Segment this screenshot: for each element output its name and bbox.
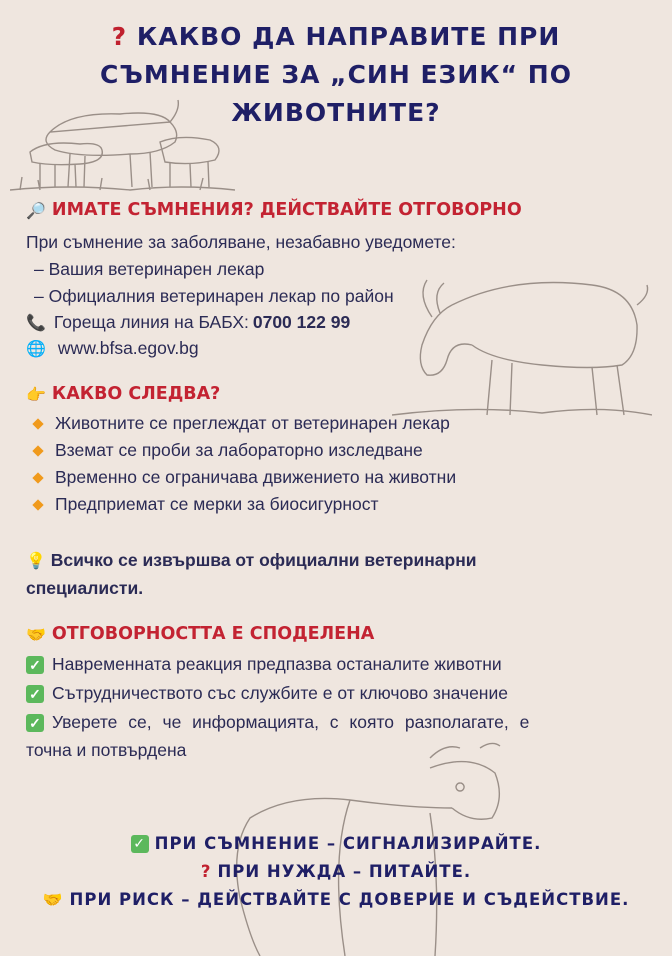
checkmark-icon: ✓ <box>26 714 44 732</box>
magnifier-icon: 🔎 <box>26 200 46 220</box>
check-item <box>26 683 508 704</box>
diamond-bullet-icon <box>32 418 43 429</box>
section1-heading <box>26 200 522 220</box>
handshake-icon: 🤝 <box>26 624 46 644</box>
list-item <box>26 467 456 488</box>
checkmark-icon: ✓ <box>26 685 44 703</box>
section1-intro: При съмнение за заболяване, незабавно уведомете: <box>26 232 456 252</box>
footer-line-1 <box>0 834 672 853</box>
website-link[interactable]: www.bfsa.egov.bg <box>57 338 199 358</box>
checkmark-icon: ✓ <box>131 835 149 853</box>
note-line-2: специалисти. <box>26 578 144 598</box>
globe-icon: 🌐 <box>26 340 46 358</box>
pointing-hand-icon: 👉 <box>26 384 46 404</box>
question-mark-icon: ? <box>200 862 212 881</box>
title-line-1-text: КАКВО ДА НАПРАВИТЕ ПРИ <box>136 22 561 51</box>
page-title <box>0 18 672 132</box>
title-line-3: ЖИВОТНИТЕ? <box>231 98 441 127</box>
section2-heading <box>26 384 220 404</box>
website-row <box>26 338 199 359</box>
list-item <box>26 413 450 434</box>
diamond-bullet-icon <box>32 499 43 510</box>
title-line-1 <box>0 18 672 56</box>
list-item-text: Вземат се проби за лабораторно изследване <box>55 440 423 460</box>
list-item-text: Животните се преглеждат от ветеринарен лекар <box>55 413 450 433</box>
hotline-row <box>26 312 350 333</box>
note-line-1: Всичко се извършва от официални ветеринарни <box>50 550 477 570</box>
check-item-text: Навременната реакция предпазва останалите животни <box>52 654 502 674</box>
section2-heading-text: КАКВО СЛЕДВА? <box>51 384 221 404</box>
list-item <box>26 440 423 461</box>
check-item-text: Сътрудничеството със службите е от ключово значение <box>52 683 508 703</box>
check-item <box>26 712 529 733</box>
diamond-bullet-icon <box>32 472 43 483</box>
list-item <box>26 494 379 515</box>
footer-line-2-text: ПРИ НУЖДА – ПИТАЙТЕ. <box>217 862 472 881</box>
checkmark-icon: ✓ <box>26 656 44 674</box>
section1-item: – Вашия ветеринарен лекар <box>34 259 265 279</box>
list-item-text: Временно се ограничава движението на животни <box>55 467 457 487</box>
question-mark-icon: ? <box>111 22 128 51</box>
lightbulb-icon: 💡 <box>26 553 46 570</box>
section1-item: – Официалния ветеринарен лекар по район <box>34 286 394 306</box>
section3-heading <box>26 624 374 644</box>
handshake-icon: 🤝 <box>42 890 64 909</box>
footer-line-3 <box>0 890 672 909</box>
hotline-number[interactable]: 0700 122 99 <box>252 312 351 332</box>
diamond-bullet-icon <box>32 445 43 456</box>
phone-icon: 📞 <box>26 314 46 332</box>
hotline-label: Гореща линия на БАБХ: <box>53 312 249 332</box>
section1-heading-text: ИМАТЕ СЪМНЕНИЯ? ДЕЙСТВАЙТЕ ОТГОВОРНО <box>51 200 522 220</box>
footer-line-3-text: ПРИ РИСК – ДЕЙСТВАЙТЕ С ДОВЕРИЕ И СЪДЕЙСТВИЕ. <box>69 890 630 909</box>
title-line-2: СЪМНЕНИЕ ЗА „СИН ЕЗИК“ ПО <box>100 60 572 89</box>
check-item <box>26 654 502 675</box>
section3-heading-text: ОТГОВОРНОСТТА Е СПОДЕЛЕНА <box>51 624 375 644</box>
list-item-text: Предприемат се мерки за биосигурност <box>55 494 379 514</box>
check-item-continuation: точна и потвърдена <box>26 740 187 760</box>
note <box>26 550 477 571</box>
goat-illustration <box>392 265 652 425</box>
footer-line-2 <box>0 862 672 881</box>
footer-line-1-text: ПРИ СЪМНЕНИЕ – СИГНАЛИЗИРАЙТЕ. <box>154 834 542 853</box>
check-item-text: Уверете се, че информацията, с която разполагате, е <box>52 712 530 732</box>
